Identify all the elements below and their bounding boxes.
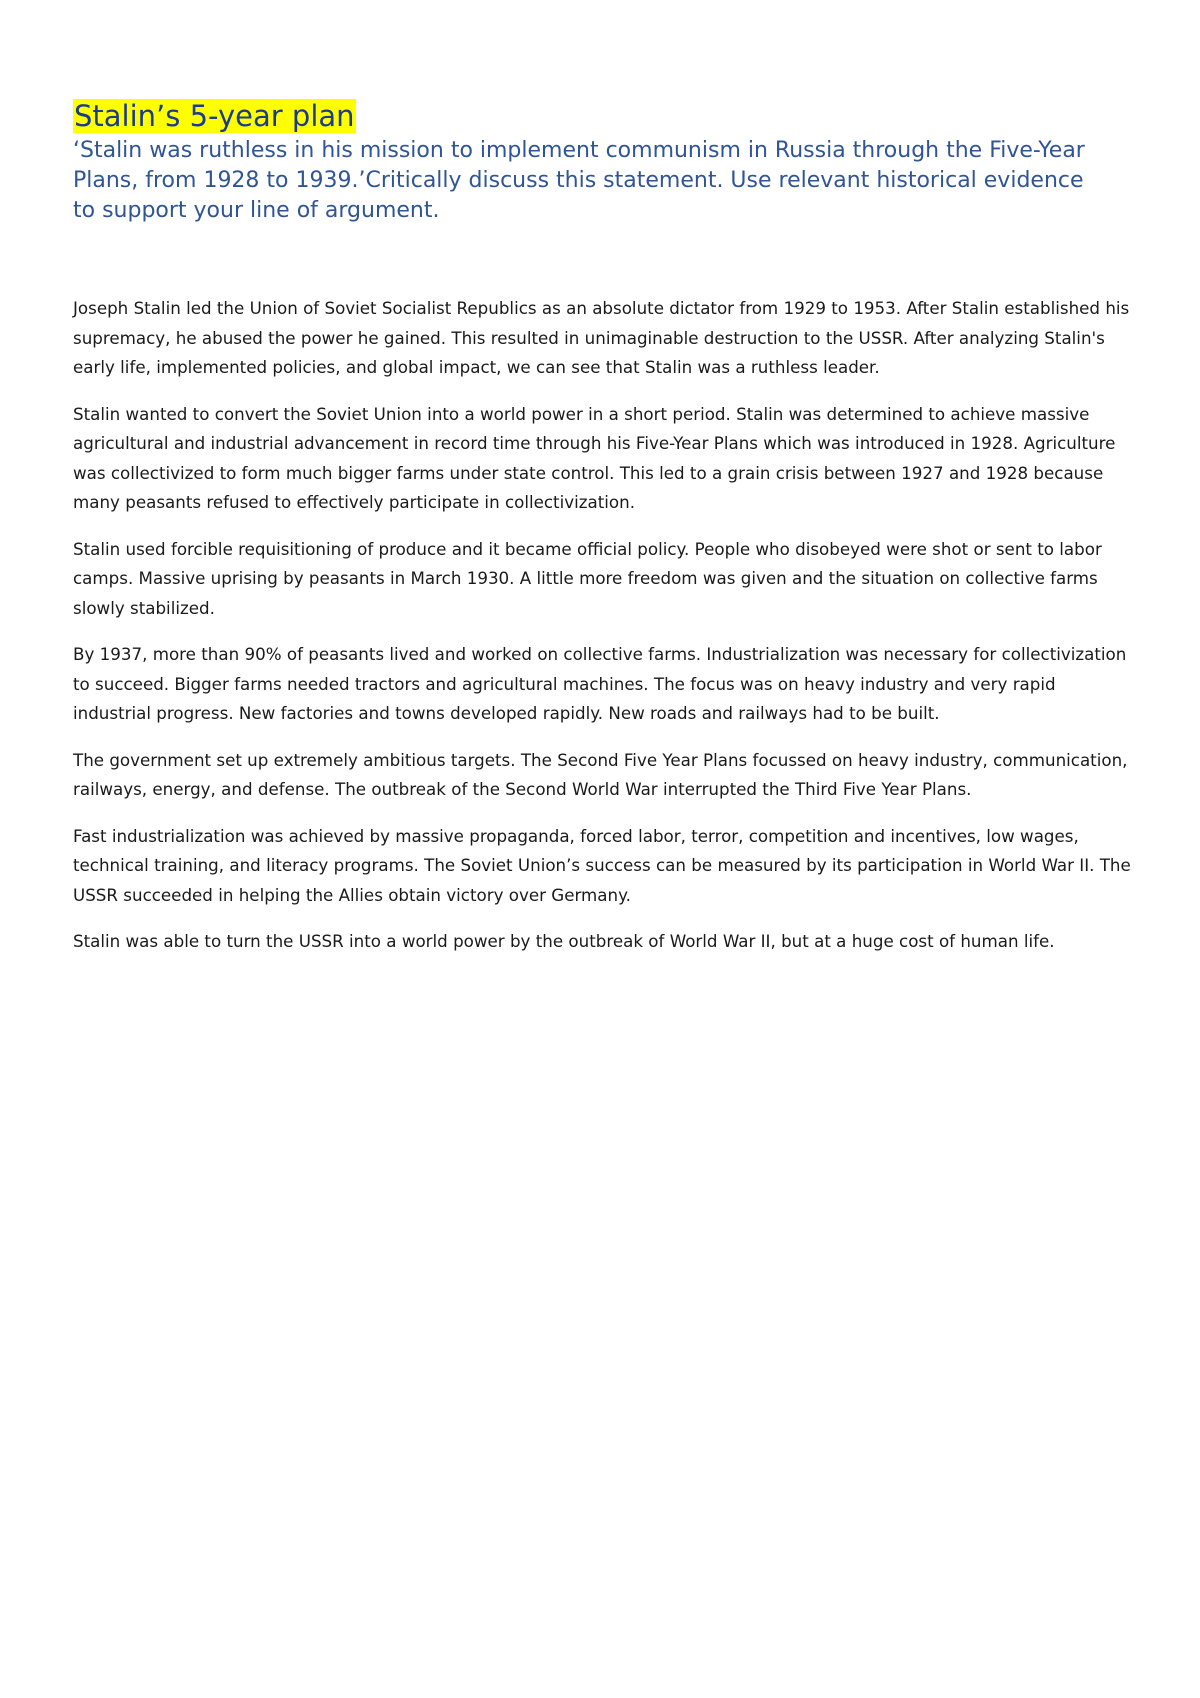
document-content xyxy=(73,98,1138,974)
document-title-text: Stalin’s 5-year plan xyxy=(74,99,355,133)
paragraph-2: Stalin wanted to convert the Soviet Union into a world power in a short period. Stalin was determined to achieve massive agricultural and industrial advancement in record time through his Five-Year Plans which was introduced in 1928. Agriculture was collectivized to form much bigger farms under state control. This led to a grain crisis between 1927 and 1928 because many peasants refused to effectively participate in collectivization. xyxy=(73,403,1116,512)
paragraph-1: Joseph Stalin led the Union of Soviet Socialist Republics as an absolute dictator from 1929 to 1953. After Stalin established his supremacy, he abused the power he gained. This resulted in unimaginable destruction to the USSR. After analyzing Stalin's early life, implemented policies, and global impact, we can see that Stalin was a ruthless leader. xyxy=(73,298,1130,377)
paragraph-5: The government set up extremely ambitious targets. The Second Five Year Plans focussed on heavy industry, communication, railways, energy, and defense. The outbreak of the Second World War interrupted the Third Five Year Plans. xyxy=(73,749,1128,799)
paragraph-6: Fast industrialization was achieved by massive propaganda, forced labor, terror, competition and incentives, low wages, technical training, and literacy programs. The Soviet Union’s success can be measured by its participation in World War II. The USSR succeeded in helping the Allies obtain victory over Germany. xyxy=(73,825,1131,905)
document-title xyxy=(73,98,1138,134)
essay-body xyxy=(73,294,1138,957)
paragraph-3: Stalin used forcible requisitioning of produce and it became official policy. People who disobeyed were shot or sent to labor camps. Massive uprising by peasants in March 1930. A little more freedom was given and the situation on collective farms slowly stabilized. xyxy=(73,538,1102,618)
essay-question: ‘Stalin was ruthless in his mission to implement communism in Russia through the Five-Year Plans, from 1928 to 1939.’Critically discuss this statement. Use relevant historical evidence to support your line of argument. xyxy=(73,138,1085,223)
paragraph-7: Stalin was able to turn the USSR into a world power by the outbreak of World War II, but at a huge cost of human life. xyxy=(73,931,1055,951)
paragraph-4: By 1937, more than 90% of peasants lived and worked on collective farms. Industrialization was necessary for collectivization to succeed. Bigger farms needed tractors and agricultural machines. The focus was on heavy industry and very rapid industrial progress. New factories and towns developed rapidly. New roads and railways had to be built. xyxy=(73,644,1127,723)
